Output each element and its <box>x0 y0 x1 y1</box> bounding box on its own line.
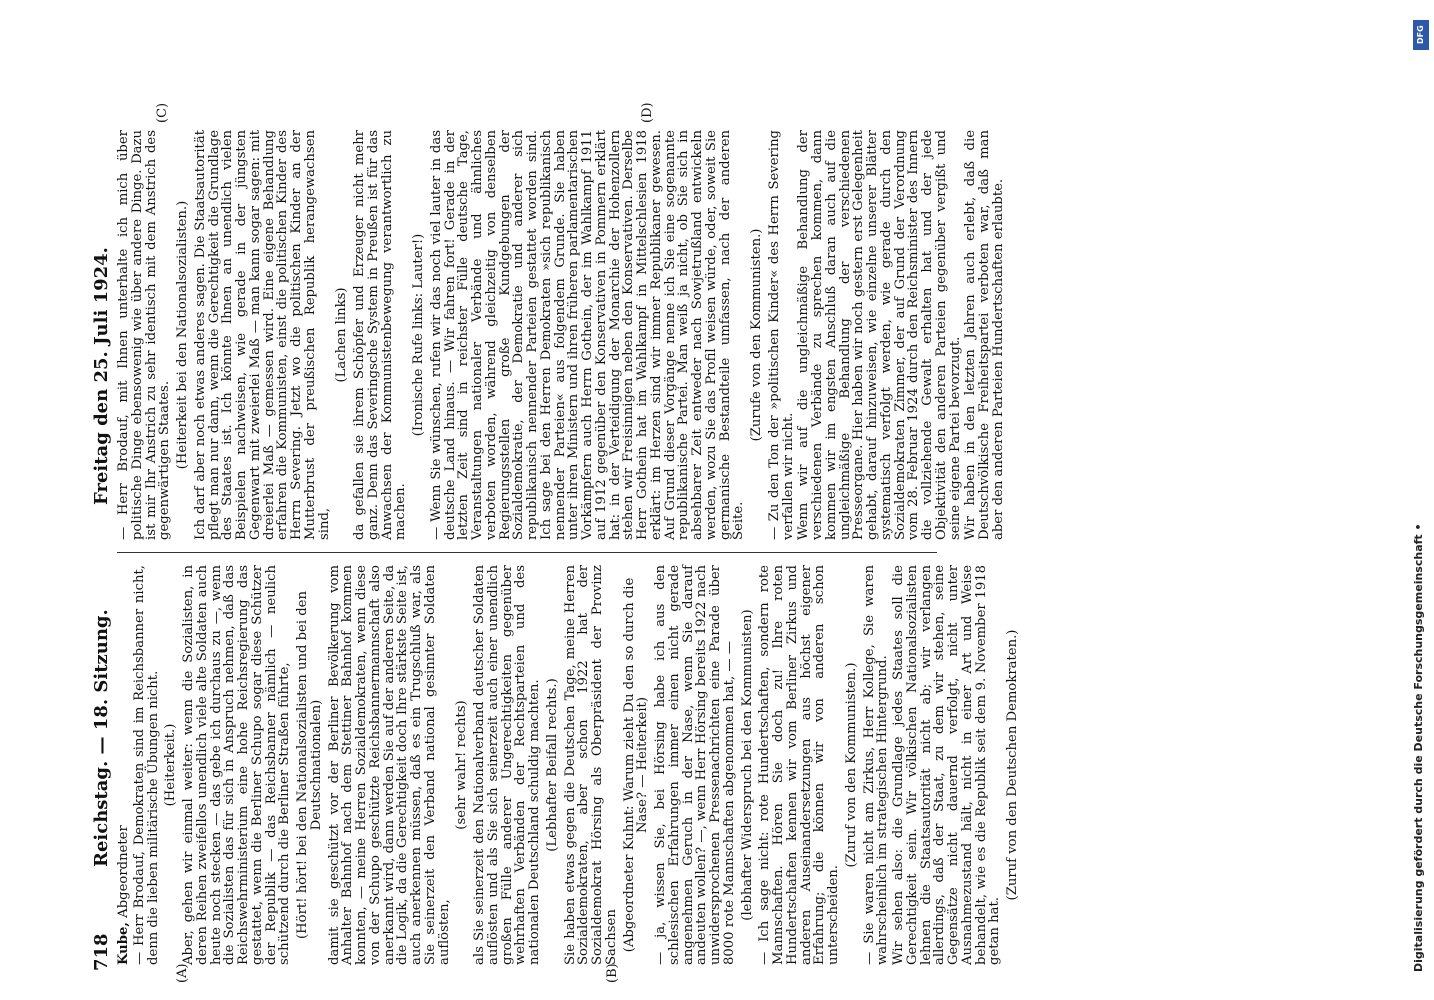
interjection: (Lebhafter Beifall rechts.) <box>544 678 560 852</box>
interjection: (lebhafter Widerspruch bei den Kommunisten) <box>739 609 755 921</box>
paragraph: — Wenn Sie wünschen, rufen wir das noch viel lauter in das deutsche Land hinaus. — Wir fahren fort! Gerade in der letzten Zeit sind in reichster Fülle deutsche Tage, Veranstaltungen nationaler Verbände und ähnliches verboten worden, während gleichzeitig von denselben Regierungsstellen große Kundgebungen der Sozialdemokratie, der Demokratie und anderer sich republikanisch nennender Parteien gestattet worden sind. Ich sage bei den Herren Demokraten »sich republikanisch nennender Parteien« aus folgendem Grunde. Sie haben unter ihren Ministern und ihren früheren parlamentarischen Vorkämpfern auch Herrn Gothein, der im Wahlkampf 1911 auf 1912 gegenüber den Konservativen in Pommern erklärt hat: in der Verteidigung der Monarchie der Hohenzollern stehen wir Freisinnigen neben den Konservativen. Derselbe Herr Gothein hat im Wahlkampf in Mittelschlesien 1918 erklärt: im Herzen sind wir immer Republikaner gewesen. Auf Grund dieser Vorgänge nenne ich Sie eine sogenannte republikanische Partei. Man weiß ja nicht, ob Sie sich in absehbarer Zeit entweder nach Sowjetrußland entwickeln werden, wozu Sie das Profil weisen würde, oder, soweit Sie germanische Bestandteile umfassen, nach der anderen Seite. <box>428 130 747 540</box>
paragraph: Sie haben etwas gegen die Deutschen Tage, meine Herren Sozialdemokraten, aber schon 1922 hat der Sozialdemokrat Hörsing als Oberpräsident der Provinz Sachsen <box>562 565 619 965</box>
paragraph: — ja, wissen Sie, bei Hörsing habe ich aus den schlesischen Erfahrungen immer einen nicht gerade angenehmen Geruch in der Nase, wenn Sie darauf andeuten wollen? —, wenn Herr Hörsing bereits 1922 nach unwidersprochenen Pressenachrichten eine Parade über 8000 rote Mannschaften abgenommen hat, — — <box>653 565 737 965</box>
interjection: (Abgeordneter Kuhnt: Warum zieht Du den so durch die Nase? — Heiterkeit) <box>621 577 651 953</box>
digitization-credit <box>1412 12 1432 972</box>
speaker-name: Kube, <box>116 922 131 965</box>
paragraph: als Sie seinerzeit den Nationalverband deutscher Soldaten auflösten und als Sie sich seinerzeit auch einer unendlich großen Fülle anderer Ungerechtigkeiten gegenüber wehrhaften Verbänden der Rechtsparteien und des nationalen Deutschland schuldig machten. <box>472 565 542 965</box>
speaker-role: Abgeordneter <box>116 825 131 918</box>
paragraph: — Sie waren nicht am Zirkus, Herr Kollege, Sie waren wahrscheinlich im strategischen Hintergrund. <box>861 565 891 965</box>
interjection: (Zuruf von den Deutschen Demokraten.) <box>1005 629 1020 901</box>
paragraph: — Herr Brodauf, Demokraten sind im Reichsbanner nicht, denn die lieben militärische Übungen nicht. <box>131 565 161 965</box>
right-text-column <box>116 130 1006 540</box>
paragraph: — Ich sage nicht: rote Hundertschaften, sondern rote Mannschaften. Hören Sie doch zu! Ihre roten Hundertschaften kennen wir vom Berliner Zirkus und anderen Auseinandersetzungen aus höchst eigener Erfahrung; die können wir von anderen schon unterscheiden. <box>757 565 841 965</box>
interjection: (Zurufe von den Kommunisten.) <box>749 228 764 442</box>
dfg-logo: DFG <box>1413 20 1429 50</box>
interjection: (Zuruf von den Kommunisten.) <box>843 662 859 868</box>
margin-mark-b: (B) <box>605 963 620 983</box>
paragraph: damit sie geschützt vor der Berliner Bevölkerung vom Anhalter Bahnhof nach dem Stettiner Bahnhof kommen konnten, — meine Herren Sozialdemokraten, wenn diese von der Schupo geschützte Reichsbannermannschaft also anerkannt wird, dann werden Sie auf der anderen Seite, da die Logik, da die Gerechtigkeit doch Ihre stärkste Seite ist, auch anerkennen müssen, daß es ein Trugschluß war, als Sie seinerzeit den Verband national gesinnter Soldaten auflösten, <box>326 565 452 965</box>
margin-mark-d: (D) <box>640 102 655 123</box>
paragraph: — Zu den Ton der »politischen Kinder« des Herrn Severing verfallen wir nicht. <box>766 130 796 540</box>
interjection: (Heiterkeit bei den Nationalsozialisten.) <box>175 200 190 470</box>
margin-mark-a: (A) <box>175 963 190 983</box>
credit-text: Digitalisierung gefördert durch die Deutsche Forschungsgemeinschaft • <box>1412 523 1425 972</box>
paragraph: — Herr Brodauf, mit Ihnen unterhalte ich mich über politische Dinge ebensowenig wie über andere Dinge. Dazu ist mir Ihr Anstrich zu sehr identisch mit dem Anstrich des gegenwärtigen Staates. <box>116 130 173 540</box>
interjection: (sehr wahr! rechts) <box>454 700 470 830</box>
paragraph: Aber, gehen wir einmal weiter: wenn die Sozialisten, in deren Reihen zweifellos unendlich viele alte Soldaten auch heute noch stecken — das gebe ich durchaus zu —, wenn die Sozialisten das für sich in Anspruch nehmen, daß das Reichswehrministerium eine hohe Reichsregierung das gestattet, wenn die Berliner Schupo sogar diese Schützer der Republik — das Reichsbanner nämlich — neulich schützend durch die Berliner Straßen führte, <box>181 565 293 965</box>
right-running-title: Freitag den 25. Juli 1924. <box>91 247 112 505</box>
speaker-line <box>117 565 131 965</box>
paragraph: Wir sehen also: die Grundlage jedes Staates soll die Gerechtigkeit sein. Wir völkischen Nationalsozialisten lehnen die Staatsautorität nicht ab; wir verlangen allerdings, daß der Staat, zu dem wir stehen, seine Gegensätze nicht dauernd verfolgt, nicht unter Ausnahmezustand hält, nicht in einer Art und Weise behandelt, wie es die Republik seit dem 9. November 1918 getan hat. <box>891 565 1003 965</box>
paragraph: da gefallen sie ihrem Schöpfer und Erzeuger nicht mehr ganz. Denn das Severingsche System in Preußen ist für das Anwachsen der Kommunistenbewegung verantwortlich zu machen. <box>352 130 409 540</box>
interjection: (Lachen links) <box>334 287 350 383</box>
paragraph: Ich darf aber noch etwas anderes sagen. Die Staatsautorität pflegt man nur dann, wenn die Gerechtigkeit die Grundlage des Staates ist. Ich könnte Ihnen an unendlich vielen Beispielen nachweisen, wie gerade in der jüngsten Gegenwart mit zweierlei Maß — man kann sogar sagen: mit dreierlei Maß — gemessen wird. Eine eigene Behandlung erfahren die Kommunisten, einst die politischen Kinder des Herrn Severing. Jetzt wo die politischen Kinder an der Mutterbrust der preußischen Republik herangewachsen sind, <box>192 130 332 540</box>
page-number: 718 <box>91 933 112 971</box>
margin-mark-c: (C) <box>155 102 170 123</box>
document-page <box>85 102 1330 985</box>
left-text-column <box>116 565 1020 965</box>
paragraph: Wir haben in den letzten Jahren auch erlebt, daß die Deutschvölkische Freiheitspartei verboten war, daß man aber den anderen Parteien Hundertschaften erlaubte. <box>963 130 1006 540</box>
interjection: (Hört! hört! bei den Nationalsozialisten und bei den Deutschnationalen) <box>295 591 324 939</box>
paragraph: Wenn wir auf die ungleichmäßige Behandlung der verschiedenen Verbände zu sprechen kommen, dann kommen wir im engsten Anschluß daran auch auf die ungleichmäßige Behandlung der verschiedenen Presseorgane. Hier haben wir noch gestern erst Gelegenheit gehabt, darauf hinzuweisen, wie einzelne unserer Blätter systematisch verfolgt werden, wie gerade durch den Sozialdemokraten Zimmer, der auf Grund der Verordnung vom 28. Februar 1924 durch den Reichsminister des Innern die vollziehende Gewalt erhalten hat und der jede Objektivität den anderen Parteien gegenüber vergißt und seine eigene Partei bevorzugt. <box>796 130 963 540</box>
interjection: (Ironische Rufe links: Lauter!) <box>411 233 426 437</box>
column-divider <box>117 552 937 553</box>
left-running-title: Reichstag. — 18. Sitzung. <box>91 609 112 867</box>
interjection: (Heiterkeit.) <box>163 723 179 807</box>
